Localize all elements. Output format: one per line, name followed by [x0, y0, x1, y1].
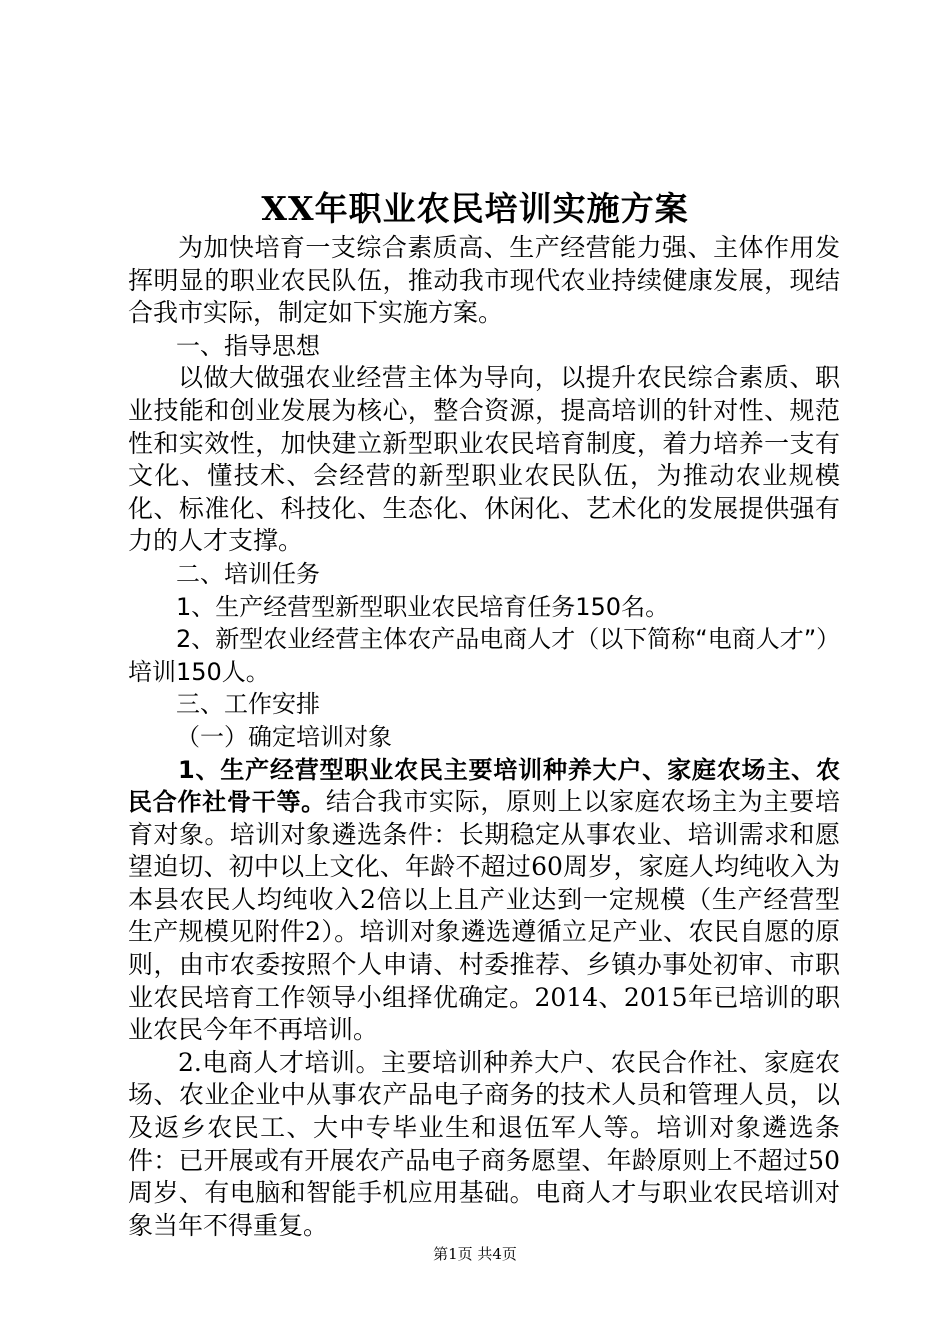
trainee-item-1-lead: 1、生产经营型职业农民主要培训种养大户、家庭农场主、农民合作社骨干等。: [128, 755, 840, 817]
trainee-item-1-paragraph: [128, 754, 840, 1047]
section-heading-work-arrangement: 三、工作安排: [176, 690, 320, 719]
subsection-heading-determine-trainees: （一）确定培训对象: [176, 722, 392, 751]
trainee-item-1-body: 结合我市实际，原则上以家庭农场主为主要培育对象。培训对象遴选条件：长期稳定从事农业、培训需求和愿望迫切、初中以上文化、年龄不超过60周岁，家庭人均纯收入为本县农民人均纯收入2倍以上且产业达到一定规模（生产经营型生产规模见附件2）。培训对象遴选遵循立足产业、农民自愿的原则，由市农委按照个人申请、村委推荐、乡镇办事处初审、市职业农民培育工作领导小组择优确定。2014、2015年已培训的职业农民今年不再培训。: [128, 787, 840, 1045]
section-heading-guiding-ideology: 一、指导思想: [176, 331, 320, 360]
task-item-2: 2、新型农业经营主体农产品电商人才（以下简称“电商人才”）培训150人。: [128, 625, 829, 686]
task-item-1: 1、生产经营型新型职业农民培育任务150名。: [176, 592, 670, 621]
guiding-ideology-paragraph: 以做大做强农业经营主体为导向，以提升农民综合素质、职业技能和创业发展为核心，整合资源，提高培训的针对性、规范性和实效性，加快建立新型职业农民培育制度，着力培养一支有文化、懂技术、会经营的新型职业农民队伍，为推动农业规模化、标准化、科技化、生态化、休闲化、艺术化的发展提供强有力的人才支撑。: [128, 363, 840, 556]
section-heading-training-tasks: 二、培训任务: [176, 559, 320, 588]
document-title: XX年职业农民培训实施方案: [261, 189, 689, 228]
page-footer: 第1页 共4页: [433, 1245, 517, 1263]
intro-paragraph: 为加快培育一支综合素质高、生产经营能力强、主体作用发挥明显的职业农民队伍，推动我市现代农业持续健康发展，现结合我市实际，制定如下实施方案。: [128, 233, 840, 328]
trainee-item-2-paragraph: 2.电商人才培训。主要培训种养大户、农民合作社、家庭农场、农业企业中从事农产品电子商务的技术人员和管理人员，以及返乡农民工、大中专毕业生和退伍军人等。培训对象遴选条件：已开展或有开展农产品电子商务愿望、年龄原则上不超过50周岁、有电脑和智能手机应用基础。电商人才与职业农民培训对象当年不得重复。: [128, 1047, 840, 1240]
document-body: [128, 232, 840, 1242]
